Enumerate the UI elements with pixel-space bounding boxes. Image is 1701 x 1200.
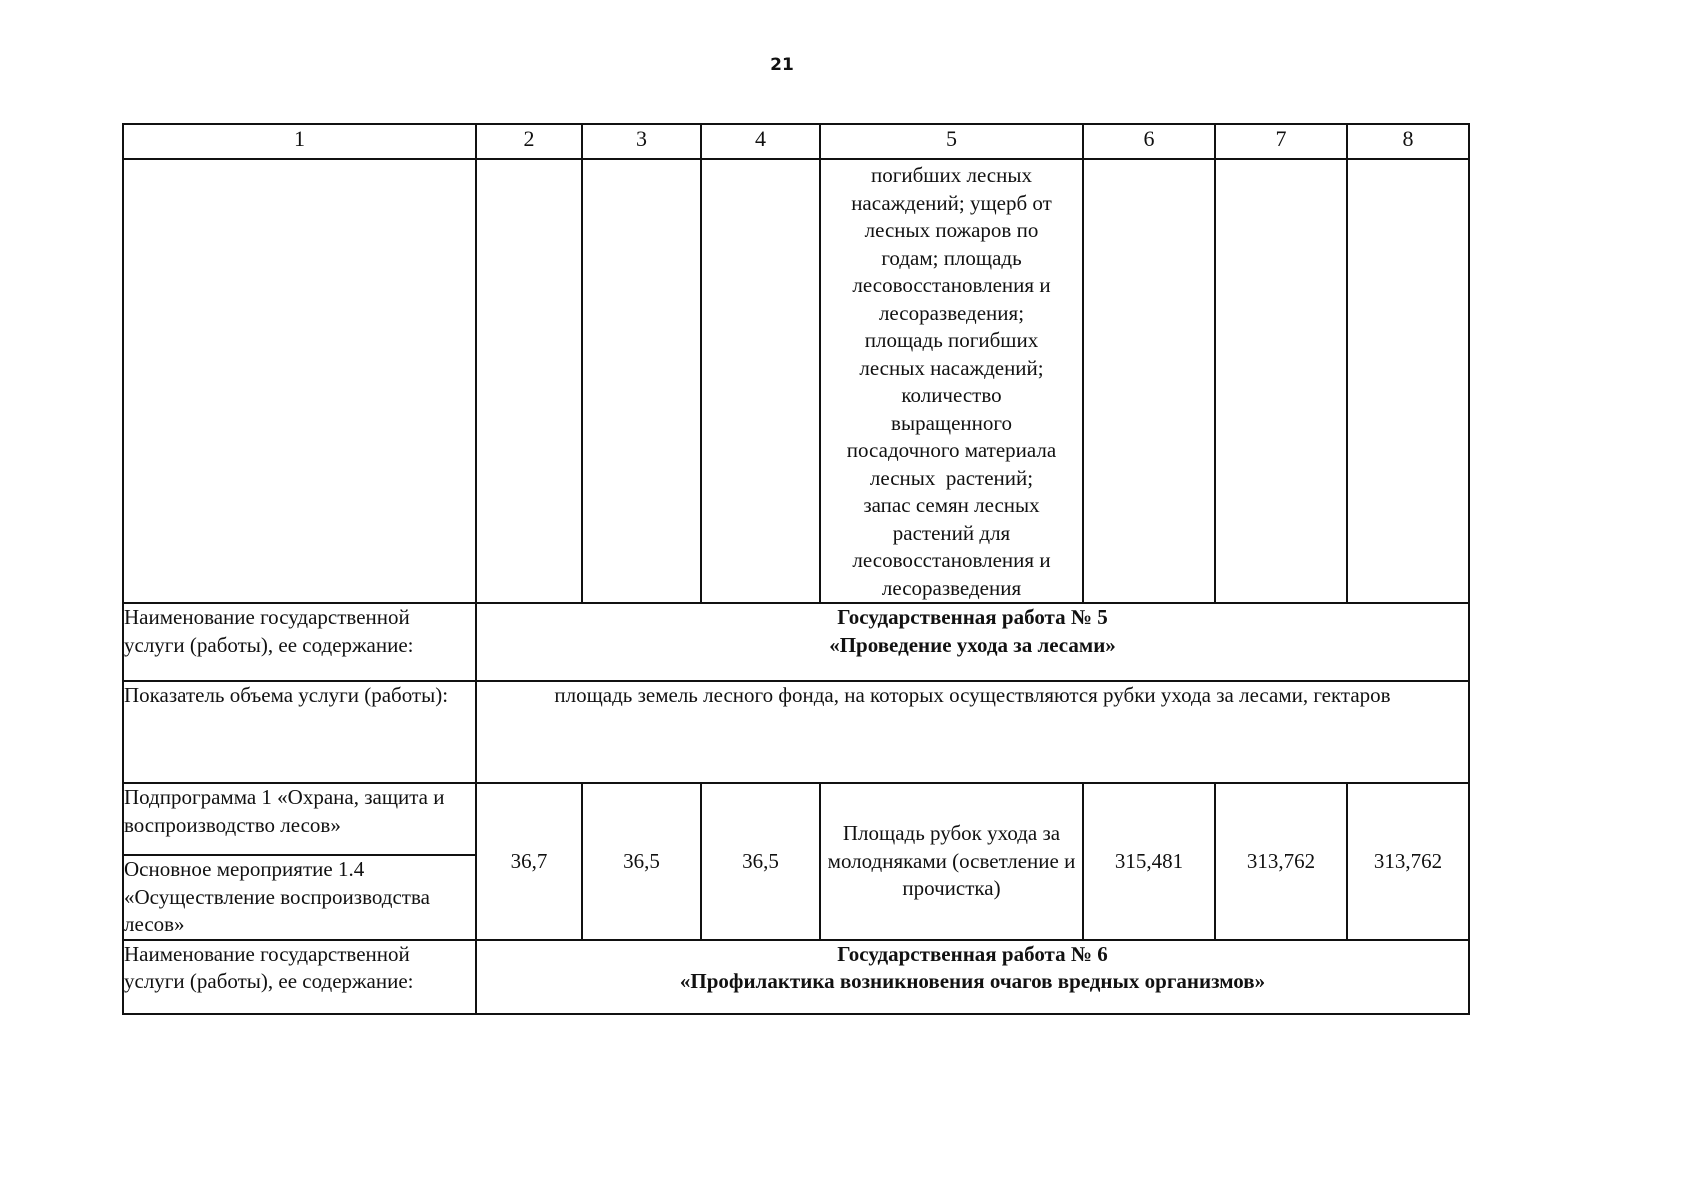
subprogram-label: Подпрограмма 1 «Охрана, защита и воспроизводство лесов» <box>123 783 476 855</box>
column-number-3: 3 <box>582 124 701 159</box>
column-number-7: 7 <box>1215 124 1347 159</box>
empty-cell <box>123 159 476 603</box>
value-col2: 36,7 <box>476 783 582 940</box>
work6-title: Государственная работа № 6 <box>837 941 1108 966</box>
work6-name: «Профилактика возникновения очагов вредных организмов» <box>679 969 1266 993</box>
volume-metric-row <box>123 681 1469 783</box>
empty-cell <box>1215 159 1347 603</box>
indicator-line: растений для <box>892 520 1011 545</box>
indicator-list-cell <box>820 159 1083 603</box>
continuation-row <box>123 159 1469 603</box>
indicator-line: лесных насаждений; <box>859 355 1044 380</box>
work5-label: Наименование государственной услуги (работы), ее содержание: <box>123 603 476 681</box>
indicator-line: лесных пожаров по <box>864 218 1039 242</box>
value-col4: 36,5 <box>701 783 820 940</box>
work5-title: Государственная работа № 5 <box>837 605 1108 629</box>
indicator-line: количество <box>901 383 1002 407</box>
work5-name: «Проведение ухода за лесами» <box>829 632 1116 657</box>
volume-metric-label: Показатель объема услуги (работы): <box>123 681 476 783</box>
column-number-2: 2 <box>476 124 582 159</box>
indicator-line: посадочного материала <box>846 438 1057 462</box>
indicators-table <box>122 123 1470 1015</box>
indicator-line: площадь погибших <box>864 328 1039 352</box>
work6-title-cell <box>476 940 1469 1014</box>
indicator-line: лесоразведения <box>881 575 1022 600</box>
work5-title-cell <box>476 603 1469 681</box>
column-number-1: 1 <box>123 124 476 159</box>
indicator-line: погибших лесных <box>871 163 1032 187</box>
indicator-line: лесоразведения; <box>878 300 1025 325</box>
indicator-line: лесных растений; <box>869 465 1034 490</box>
value-col3: 36,5 <box>582 783 701 940</box>
column-number-4: 4 <box>701 124 820 159</box>
column-number-6: 6 <box>1083 124 1215 159</box>
subprogram-row <box>123 783 1469 855</box>
empty-cell <box>701 159 820 603</box>
work6-row <box>123 940 1469 1014</box>
empty-cell <box>1347 159 1469 603</box>
main-event-label: Основное мероприятие 1.4 «Осуществление воспроизводства лесов» <box>123 855 476 940</box>
work6-label: Наименование государственной услуги (работы), ее содержание: <box>123 940 476 1014</box>
indicator-line: насаждений; ущерб от <box>851 190 1052 215</box>
indicator-line: запас семян лесных <box>863 493 1040 517</box>
value-col6: 315,481 <box>1083 783 1215 940</box>
value-col8: 313,762 <box>1347 783 1469 940</box>
indicator-line: годам; площадь <box>881 245 1022 270</box>
indicator-line: выращенного <box>891 410 1012 435</box>
indicator-description: Площадь рубок ухода за молодняками (осветление и прочистка) <box>820 783 1083 940</box>
column-number-5: 5 <box>820 124 1083 159</box>
indicator-line: лесовосстановления и <box>852 273 1051 297</box>
empty-cell <box>582 159 701 603</box>
volume-metric-value: площадь земель лесного фонда, на которых осуществляются рубки ухода за лесами, гектаров <box>476 681 1469 783</box>
work5-row <box>123 603 1469 681</box>
column-number-8: 8 <box>1347 124 1469 159</box>
empty-cell <box>1083 159 1215 603</box>
value-col7: 313,762 <box>1215 783 1347 940</box>
column-number-row <box>123 124 1469 159</box>
empty-cell <box>476 159 582 603</box>
indicator-line: лесовосстановления и <box>852 548 1051 572</box>
page-number: 21 <box>770 55 794 75</box>
